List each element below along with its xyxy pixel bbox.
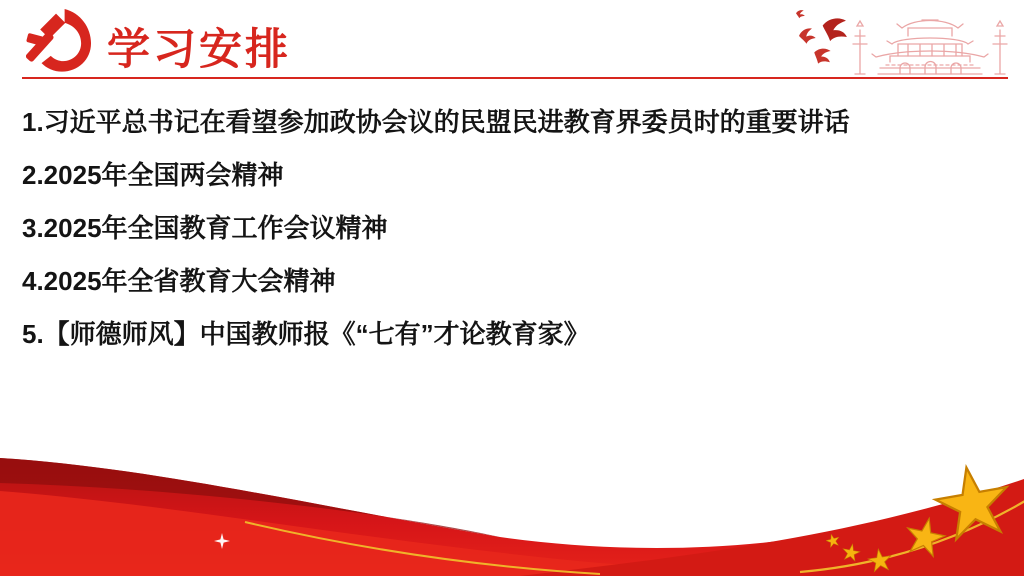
list-item: 3.2025年全国教育工作会议精神 — [22, 213, 388, 243]
tiananmen-gate-icon — [850, 4, 1010, 78]
party-emblem-icon — [26, 7, 94, 73]
list-item: 4.2025年全省教育大会精神 — [22, 266, 336, 296]
header-divider — [22, 77, 1008, 79]
list-item: 5.【师德师风】中国教师报《“七有”才论教育家》 — [22, 319, 590, 349]
agenda-list — [22, 96, 1014, 361]
red-ribbon-decoration — [0, 431, 1024, 576]
page-title: 学习安排 — [107, 26, 291, 74]
list-item: 2.2025年全国两会精神 — [22, 160, 284, 190]
list-item: 1.习近平总书记在看望参加政协会议的民盟民进教育界委员时的重要讲话 — [22, 107, 850, 137]
